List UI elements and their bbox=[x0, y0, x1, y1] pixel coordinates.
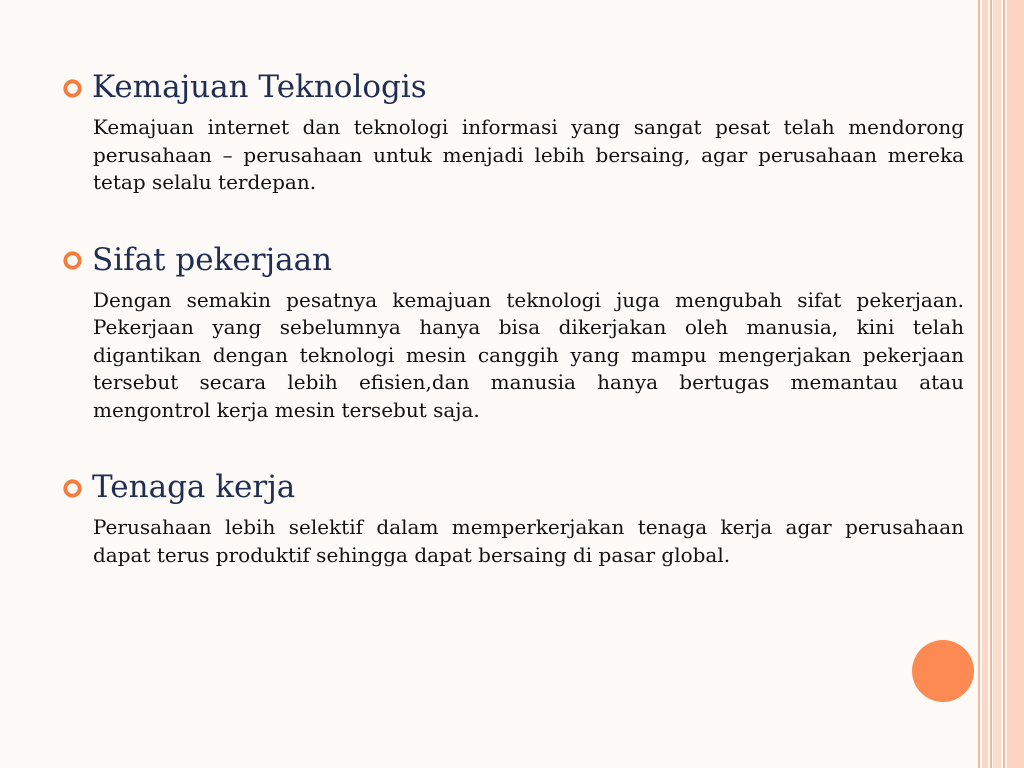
section-heading: Tenaga kerja bbox=[92, 469, 296, 505]
decorative-stripe bbox=[1007, 0, 1024, 768]
decorative-stripe bbox=[990, 0, 992, 768]
decorative-stripe bbox=[1003, 0, 1005, 768]
section-heading-row bbox=[62, 464, 964, 510]
circle-bullet-icon bbox=[62, 478, 83, 499]
slide-content bbox=[62, 64, 964, 569]
section-heading-row bbox=[62, 64, 964, 110]
decorative-stripe bbox=[993, 0, 1001, 768]
section-heading-row bbox=[62, 237, 964, 283]
section-heading: Kemajuan Teknologis bbox=[92, 69, 427, 105]
section-kemajuan-teknologis bbox=[62, 64, 964, 197]
decorative-stripe bbox=[978, 0, 980, 768]
circle-bullet-icon bbox=[62, 78, 83, 99]
section-body: Dengan semakin pesatnya kemajuan teknologi juga mengubah sifat pekerjaan. Pekerjaan yang sebelumnya hanya bisa dikerjakan oleh manusia, kini telah digantikan dengan teknologi mesin canggih yang mampu mengerjakan pekerjaan tersebut secara lebih efisien,dan manusia hanya bertugas memantau atau mengontrol kerja mesin tersebut saja. bbox=[93, 287, 964, 422]
section-sifat-pekerjaan bbox=[62, 237, 964, 425]
section-heading: Sifat pekerjaan bbox=[92, 241, 333, 278]
section-body: Perusahaan lebih selektif dalam memperkerjakan tenaga kerja agar perusahaan dapat terus produktif sehingga dapat bersaing di pasar global. bbox=[93, 515, 964, 567]
orange-circle-decoration bbox=[912, 640, 974, 702]
section-tenaga-kerja bbox=[62, 464, 964, 569]
circle-bullet-icon bbox=[62, 250, 83, 271]
section-body: Kemajuan internet dan teknologi informasi yang sangat pesat telah mendorong perusahaan – perusahaan untuk menjadi lebih bersaing, agar perusahaan mereka tetap selalu terdepan. bbox=[93, 115, 964, 194]
decorative-stripe bbox=[982, 0, 988, 768]
